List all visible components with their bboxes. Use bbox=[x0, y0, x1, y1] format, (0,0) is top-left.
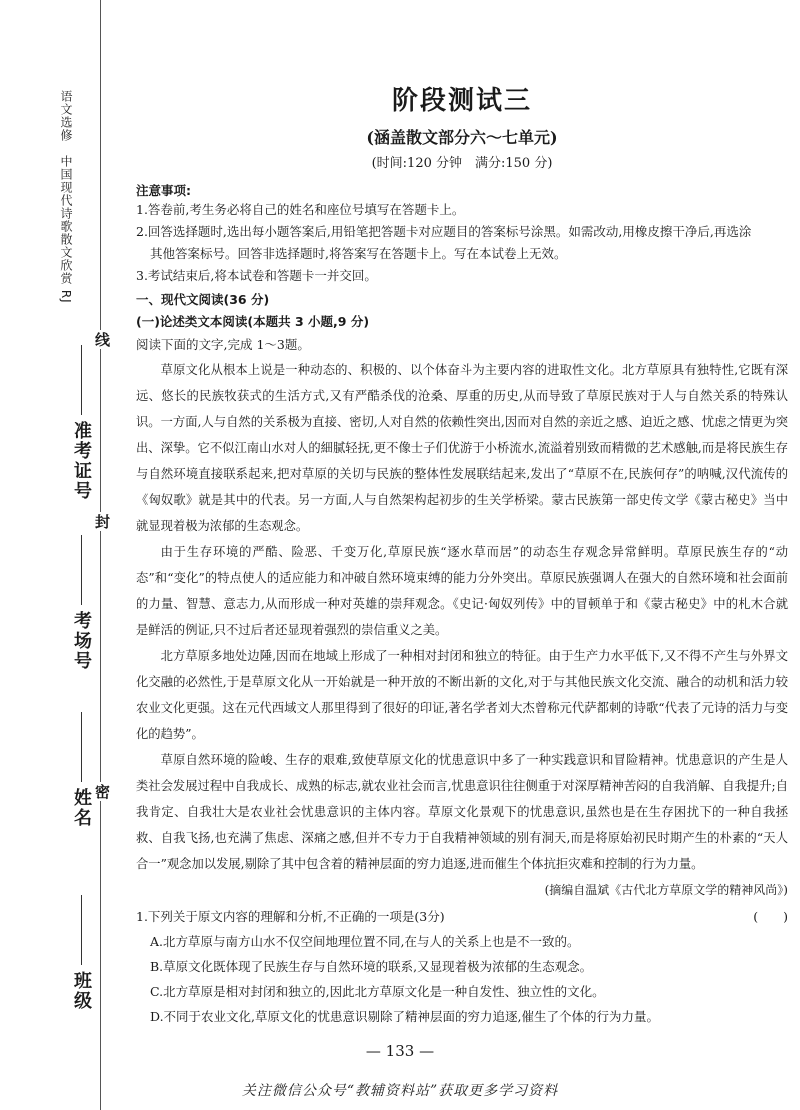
exam-room-field[interactable] bbox=[68, 535, 94, 671]
passage-source: (摘编自温斌《古代北方草原文学的精神风尚》) bbox=[544, 883, 788, 897]
exam-content bbox=[136, 80, 788, 1029]
question-stem: 1.下列关于原文内容的理解和分析,不正确的一项是(3分) bbox=[136, 909, 445, 924]
student-name-blank[interactable] bbox=[81, 712, 82, 782]
subsection-title: (一)论述类文本阅读(本题共 3 小题,9 分) bbox=[136, 314, 370, 329]
class-label: 班级 bbox=[71, 971, 92, 1011]
page-title: 阶段测试三 bbox=[391, 86, 532, 116]
exam-id-blank[interactable] bbox=[81, 345, 82, 415]
page-subtitle: (涵盖散文部分六～七单元) bbox=[366, 128, 558, 147]
seal-char-seal: 封 bbox=[93, 514, 111, 529]
question-1 bbox=[136, 905, 788, 929]
option-b: B.草原文化既体现了民族生存与自然环境的联系,又显现着极为浓郁的生态观念。 bbox=[150, 959, 593, 974]
answer-bracket[interactable]: ( ) bbox=[753, 909, 788, 924]
student-name-field[interactable] bbox=[68, 712, 94, 828]
footer-note: 关注微信公众号“教辅资料站”获取更多学习资料 bbox=[241, 1083, 559, 1099]
student-name-label: 姓名 bbox=[71, 788, 92, 828]
option-d: D.不同于农业文化,草原文化的忧患意识剔除了精神层面的穷力追逐,催生了个体的行为力量。 bbox=[150, 1009, 659, 1024]
option-c: C.北方草原是相对封闭和独立的,因此北方草原文化是一种自发性、独立性的文化。 bbox=[150, 984, 605, 999]
exam-room-label: 考场号 bbox=[71, 611, 92, 671]
class-field[interactable] bbox=[68, 895, 94, 1011]
binding-line bbox=[100, 0, 101, 1110]
exam-room-blank[interactable] bbox=[81, 535, 82, 605]
class-blank[interactable] bbox=[81, 895, 82, 965]
note-item: 其他答案标号。回答非选择题时,将答案写在答题卡上。写在本试卷上无效。 bbox=[150, 246, 567, 261]
notes-heading: 注意事项: bbox=[136, 183, 191, 198]
page-number: — 133 — bbox=[365, 1042, 435, 1060]
note-item: 1.答卷前,考生务必将自己的姓名和座位号填写在答题卡上。 bbox=[136, 202, 465, 217]
exam-id-field[interactable] bbox=[68, 345, 94, 501]
section-title: 一、现代文阅读(36 分) bbox=[136, 292, 270, 307]
binding-margin bbox=[0, 0, 120, 1110]
option-a: A.北方草原与南方山水不仅空间地理位置不同,在与人的关系上也是不一致的。 bbox=[150, 934, 580, 949]
seal-char-secret: 密 bbox=[93, 784, 111, 799]
book-series-label: 语文选修 中国现代诗歌散文欣赏 RJ bbox=[59, 90, 73, 304]
reading-instructions: 阅读下面的文字,完成 1～3题。 bbox=[136, 337, 310, 352]
note-item: 3.考试结束后,将本试卷和答题卡一并交回。 bbox=[136, 268, 377, 283]
passage-paragraph: 草原自然环境的险峻、生存的艰难,致使草原文化的忧患意识中多了一种实践意识和冒险精神。忧患意识的产生是人类社会发展过程中自我成长、成熟的标志,就农业社会而言,忧患意识往往侧重于对深厚精神苦闷的自我消解、自我提升;自我肯定、自我壮大是农业社会忧患意识的主体内容。草原文化景观下的忧患意识,虽然也是在生存困扰下的一种自我拯救、自我飞扬,也充满了焦虑、深痛之感,但并不专力于自我精神领域的别有洞天,而是将原始初民时期产生的朴素的“天人合一”观念加以发展,剔除了其中包含着的精神层面的穷力追逐,进而催生个体抗拒灾难和控制的行为力量。 bbox=[136, 753, 788, 871]
seal-char-line: 线 bbox=[93, 332, 111, 347]
note-item: 2.回答选择题时,选出每小题答案后,用铅笔把答题卡对应题目的答案标号涂黑。如需改动,用橡皮擦干净后,再选涂 bbox=[136, 224, 752, 239]
passage-paragraph: 北方草原多地处边陲,因而在地域上形成了一种相对封闭和独立的特征。由于生产力水平低下,又不得不产生与外界文化交融的必然性,于是草原文化从一开始就是一种开放的不断出新的文化,对于与其他民族文化交流、融合的动机和活力较农业文化更强。这在元代西域文人那里得到了很好的印证,著名学者刘大杰曾称元代萨都刺的诗歌“代表了元诗的活力与变化的趋势”。 bbox=[136, 649, 788, 741]
exam-id-label: 准考证号 bbox=[71, 421, 92, 501]
passage-paragraph: 草原文化从根本上说是一种动态的、积极的、以个体奋斗为主要内容的进取性文化。北方草原具有独特性,它既有深远、悠长的民族牧获式的生活方式,又有严酷杀伐的沧桑、厚重的历史,从而导致了草原民族对于人与自然关系的特殊认识。一方面,人与自然的关系极为直接、密切,人对自然的依赖性突出,因而对自然的亲近之感、迫近之感、忧虑之情更为突出、深挚。它不似江南山水对人的細腻轻抚,更不像士子们优游于小桥流水,流溢着别致而精微的艺术感触,而是将民族生存与自然环境直接联系起来,把对草原的关切与民族的整体性发展联结起来,发出了“草原不在,民族何存”的呐喊,汉代流传的《匈奴歌》就是其中的代表。另一方面,人与自然架构起初步的生关学桥梁。蒙古民族第一部史传文学《蒙古秘史》当中就显现着极为浓郁的生态观念。 bbox=[136, 363, 788, 533]
exam-time: (时间:120 分钟 满分:150 分) bbox=[371, 156, 553, 171]
passage-paragraph: 由于生存环境的严酷、险恶、千变万化,草原民族“逐水草而居”的动态生存观念异常鲜明。草原民族生存的“动态”和“变化”的特点使人的适应能力和冲破自然环境束缚的能力分外突出。草原民族强调人在强大的自然环境和社会面前的力量、智慧、意志力,从而形成一种对英雄的崇拜观念。《史记·匈奴列传》中的冒顿单于和《蒙古秘史》中的札木合就是鲜活的例证,只不过后者还显现着强烈的崇信重义之美。 bbox=[136, 545, 788, 637]
